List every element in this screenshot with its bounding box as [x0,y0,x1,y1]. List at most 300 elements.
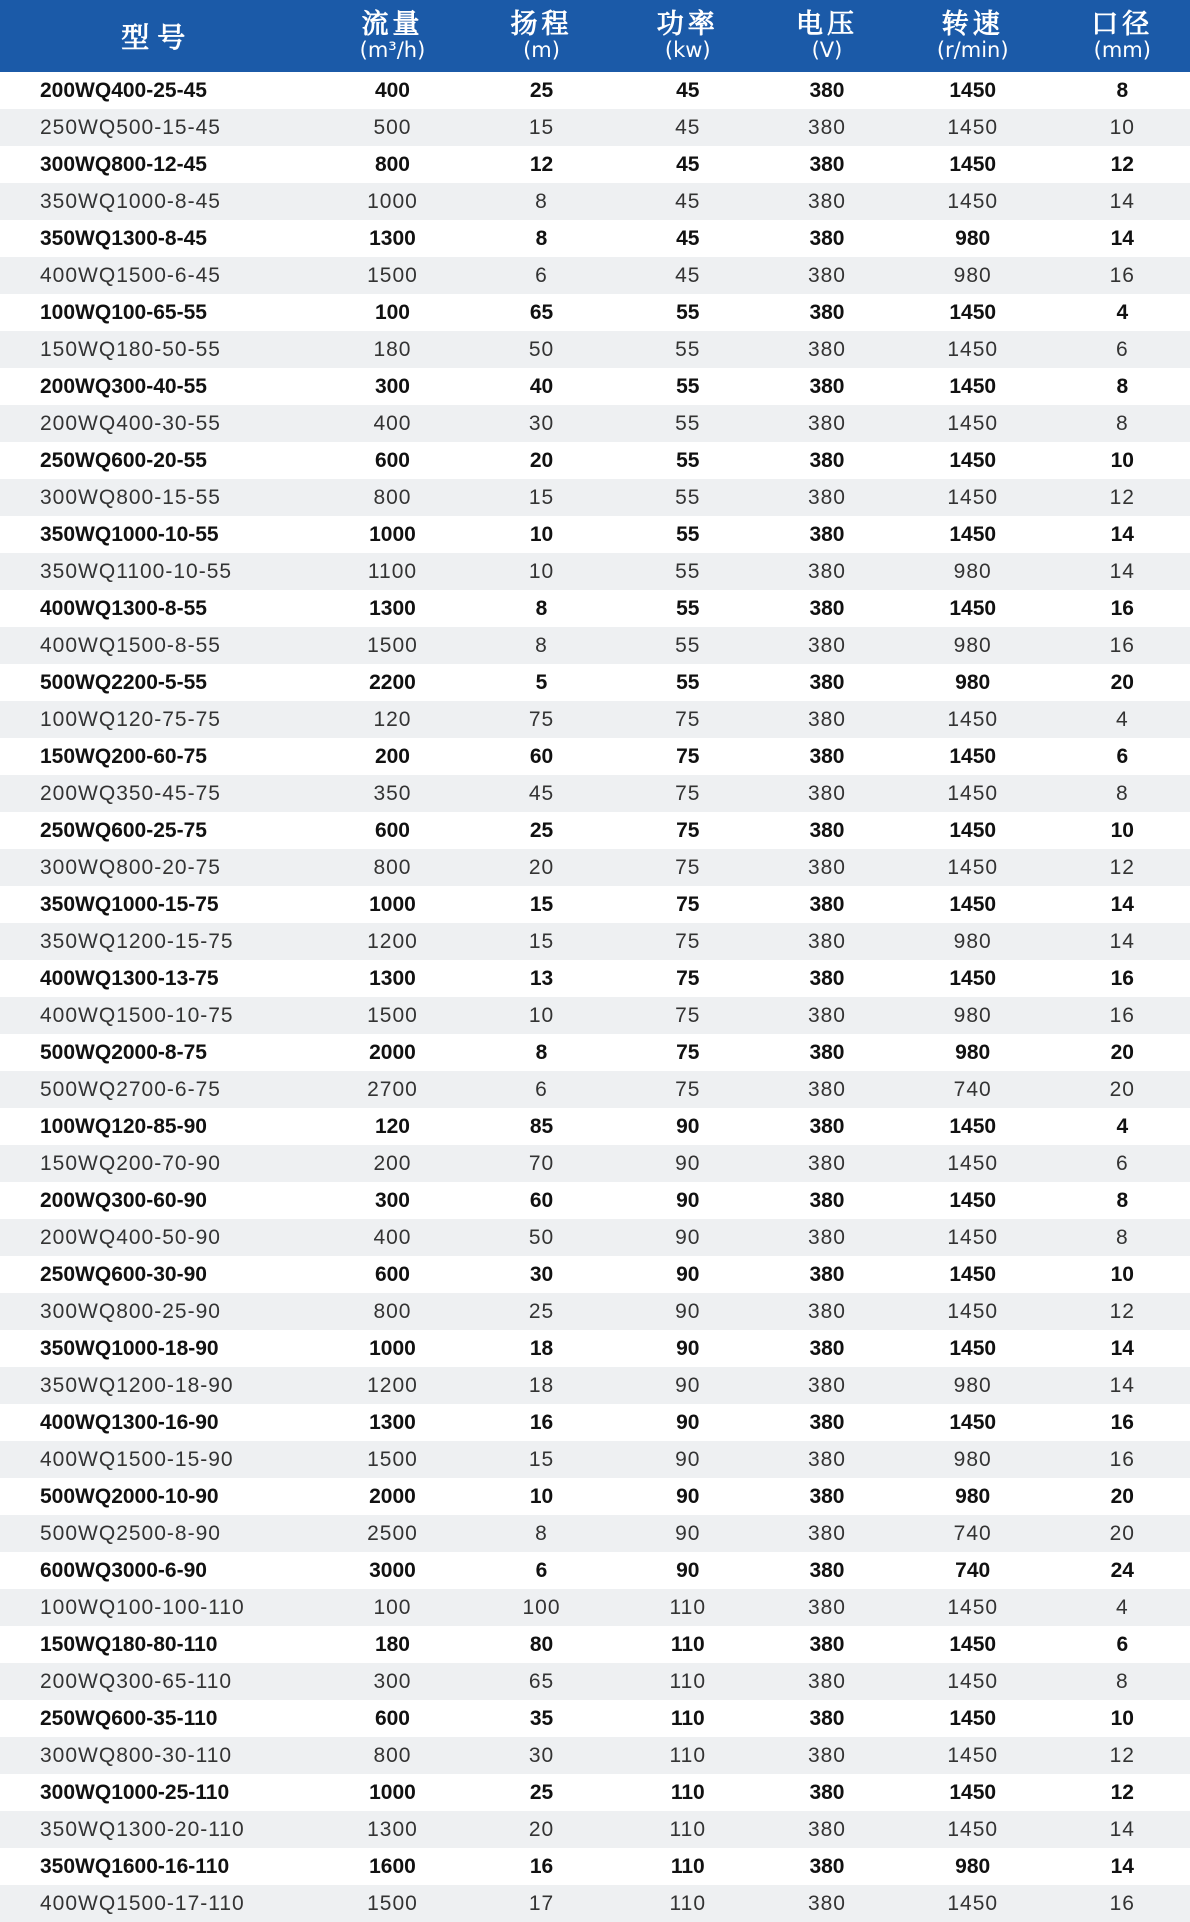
speed-cell: 1450 [891,1145,1055,1182]
speed-cell: 1450 [891,183,1055,220]
table-row [0,1145,1190,1182]
voltage-cell: 380 [763,1293,891,1330]
table-row [0,701,1190,738]
diameter-cell: 10 [1055,109,1190,146]
head-cell: 18 [471,1367,613,1404]
table-row [0,442,1190,479]
voltage-cell: 380 [763,590,891,627]
model-cell: 250WQ600-25-75 [0,812,314,849]
power-cell: 90 [612,1367,763,1404]
power-cell: 90 [612,1441,763,1478]
head-cell: 45 [471,775,613,812]
model-cell: 350WQ1000-8-45 [0,183,314,220]
speed-cell: 1450 [891,1885,1055,1922]
head-cell: 8 [471,220,613,257]
voltage-cell: 380 [763,1367,891,1404]
table-row [0,1256,1190,1293]
diameter-cell: 12 [1055,1774,1190,1811]
flow-cell: 120 [314,1108,470,1145]
flow-cell: 100 [314,294,470,331]
flow-cell: 1000 [314,183,470,220]
power-cell: 75 [612,701,763,738]
flow-cell: 1500 [314,1885,470,1922]
head-cell: 65 [471,1663,613,1700]
model-cell: 250WQ600-30-90 [0,1256,314,1293]
power-cell: 75 [612,812,763,849]
model-cell: 200WQ300-40-55 [0,368,314,405]
voltage-cell: 380 [763,1071,891,1108]
voltage-cell: 380 [763,1219,891,1256]
model-cell: 100WQ100-100-110 [0,1589,314,1626]
voltage-cell: 380 [763,109,891,146]
diameter-cell: 14 [1055,923,1190,960]
power-cell: 45 [612,109,763,146]
voltage-cell: 380 [763,553,891,590]
header-head [471,0,613,72]
speed-cell: 1450 [891,479,1055,516]
model-cell: 400WQ1300-16-90 [0,1404,314,1441]
table-row [0,72,1190,109]
table-row [0,183,1190,220]
table-row [0,479,1190,516]
voltage-cell: 380 [763,1182,891,1219]
model-cell: 500WQ2000-8-75 [0,1034,314,1071]
flow-cell: 300 [314,1663,470,1700]
diameter-cell: 4 [1055,701,1190,738]
flow-cell: 1300 [314,220,470,257]
diameter-cell: 10 [1055,1700,1190,1737]
table-row [0,1774,1190,1811]
power-cell: 55 [612,331,763,368]
flow-cell: 180 [314,331,470,368]
voltage-cell: 380 [763,627,891,664]
power-cell: 75 [612,849,763,886]
flow-cell: 400 [314,1219,470,1256]
voltage-cell: 380 [763,72,891,109]
voltage-cell: 380 [763,1256,891,1293]
flow-cell: 2500 [314,1515,470,1552]
head-cell: 6 [471,257,613,294]
power-cell: 55 [612,516,763,553]
power-cell: 55 [612,627,763,664]
model-cell: 150WQ180-50-55 [0,331,314,368]
voltage-cell: 380 [763,1034,891,1071]
power-cell: 55 [612,294,763,331]
model-cell: 250WQ600-20-55 [0,442,314,479]
table-row [0,812,1190,849]
diameter-cell: 20 [1055,1478,1190,1515]
speed-cell: 1450 [891,960,1055,997]
diameter-cell: 12 [1055,1293,1190,1330]
voltage-cell: 380 [763,331,891,368]
header-model-label: 型号 [121,21,194,54]
power-cell: 75 [612,1034,763,1071]
model-cell: 100WQ120-85-90 [0,1108,314,1145]
diameter-cell: 4 [1055,1108,1190,1145]
model-cell: 500WQ2700-6-75 [0,1071,314,1108]
speed-cell: 1450 [891,1108,1055,1145]
voltage-cell: 380 [763,1589,891,1626]
flow-cell: 3000 [314,1552,470,1589]
flow-cell: 200 [314,1145,470,1182]
head-cell: 8 [471,1034,613,1071]
flow-cell: 600 [314,442,470,479]
speed-cell: 1450 [891,516,1055,553]
voltage-cell: 380 [763,849,891,886]
model-cell: 350WQ1000-15-75 [0,886,314,923]
power-cell: 110 [612,1663,763,1700]
head-cell: 16 [471,1848,613,1885]
flow-cell: 800 [314,146,470,183]
model-cell: 350WQ1100-10-55 [0,553,314,590]
table-row [0,1293,1190,1330]
flow-cell: 2700 [314,1071,470,1108]
model-cell: 400WQ1500-8-55 [0,627,314,664]
voltage-cell: 380 [763,1811,891,1848]
speed-cell: 740 [891,1515,1055,1552]
diameter-cell: 8 [1055,775,1190,812]
voltage-cell: 380 [763,1108,891,1145]
flow-cell: 800 [314,1293,470,1330]
speed-cell: 1450 [891,1737,1055,1774]
speed-cell: 1450 [891,1700,1055,1737]
table-row [0,109,1190,146]
header-head-label: 扬程 [510,9,573,40]
header-row [0,0,1190,72]
head-cell: 12 [471,146,613,183]
voltage-cell: 380 [763,183,891,220]
diameter-cell: 8 [1055,1182,1190,1219]
flow-cell: 200 [314,738,470,775]
header-power-unit: (kw) [664,38,711,62]
diameter-cell: 14 [1055,1811,1190,1848]
table-row [0,331,1190,368]
speed-cell: 1450 [891,72,1055,109]
head-cell: 8 [471,590,613,627]
table-row [0,849,1190,886]
table-row [0,1071,1190,1108]
head-cell: 75 [471,701,613,738]
model-cell: 200WQ400-30-55 [0,405,314,442]
head-cell: 8 [471,627,613,664]
speed-cell: 980 [891,627,1055,664]
power-cell: 55 [612,368,763,405]
table-row [0,220,1190,257]
model-cell: 200WQ300-65-110 [0,1663,314,1700]
power-cell: 55 [612,664,763,701]
diameter-cell: 14 [1055,183,1190,220]
power-cell: 90 [612,1330,763,1367]
speed-cell: 1450 [891,1330,1055,1367]
speed-cell: 1450 [891,590,1055,627]
speed-cell: 1450 [891,1219,1055,1256]
diameter-cell: 6 [1055,738,1190,775]
voltage-cell: 380 [763,812,891,849]
head-cell: 18 [471,1330,613,1367]
head-cell: 35 [471,1700,613,1737]
head-cell: 50 [471,331,613,368]
model-cell: 150WQ200-60-75 [0,738,314,775]
flow-cell: 600 [314,812,470,849]
power-cell: 55 [612,479,763,516]
power-cell: 45 [612,72,763,109]
table-row [0,1848,1190,1885]
voltage-cell: 380 [763,997,891,1034]
model-cell: 400WQ1300-8-55 [0,590,314,627]
model-cell: 200WQ400-25-45 [0,72,314,109]
voltage-cell: 380 [763,1626,891,1663]
flow-cell: 100 [314,1589,470,1626]
diameter-cell: 20 [1055,1034,1190,1071]
head-cell: 6 [471,1552,613,1589]
power-cell: 90 [612,1293,763,1330]
model-cell: 100WQ120-75-75 [0,701,314,738]
head-cell: 5 [471,664,613,701]
speed-cell: 980 [891,664,1055,701]
table-row [0,1589,1190,1626]
power-cell: 90 [612,1256,763,1293]
diameter-cell: 16 [1055,590,1190,627]
model-cell: 400WQ1500-6-45 [0,257,314,294]
table-row [0,1404,1190,1441]
head-cell: 17 [471,1885,613,1922]
table-row [0,1515,1190,1552]
speed-cell: 1450 [891,442,1055,479]
table-row [0,1811,1190,1848]
power-cell: 110 [612,1885,763,1922]
diameter-cell: 8 [1055,368,1190,405]
model-cell: 500WQ2500-8-90 [0,1515,314,1552]
voltage-cell: 380 [763,1552,891,1589]
speed-cell: 1450 [891,1182,1055,1219]
flow-cell: 1500 [314,257,470,294]
table-body [0,72,1190,1922]
speed-cell: 980 [891,1441,1055,1478]
head-cell: 25 [471,1774,613,1811]
flow-cell: 2000 [314,1034,470,1071]
head-cell: 15 [471,886,613,923]
voltage-cell: 380 [763,923,891,960]
voltage-cell: 380 [763,1478,891,1515]
power-cell: 110 [612,1811,763,1848]
speed-cell: 1450 [891,1589,1055,1626]
power-cell: 90 [612,1404,763,1441]
power-cell: 45 [612,146,763,183]
flow-cell: 1300 [314,590,470,627]
header-voltage [763,0,891,72]
model-cell: 400WQ1300-13-75 [0,960,314,997]
head-cell: 15 [471,923,613,960]
speed-cell: 1450 [891,294,1055,331]
flow-cell: 300 [314,1182,470,1219]
speed-cell: 1450 [891,1293,1055,1330]
flow-cell: 1200 [314,923,470,960]
voltage-cell: 380 [763,442,891,479]
header-power [612,0,763,72]
power-cell: 45 [612,257,763,294]
voltage-cell: 380 [763,405,891,442]
speed-cell: 980 [891,923,1055,960]
table-row [0,997,1190,1034]
diameter-cell: 10 [1055,442,1190,479]
voltage-cell: 380 [763,1774,891,1811]
flow-cell: 120 [314,701,470,738]
diameter-cell: 8 [1055,1663,1190,1700]
power-cell: 90 [612,1145,763,1182]
voltage-cell: 380 [763,1663,891,1700]
head-cell: 20 [471,442,613,479]
power-cell: 55 [612,405,763,442]
flow-cell: 2200 [314,664,470,701]
model-cell: 350WQ1000-18-90 [0,1330,314,1367]
table-row [0,1700,1190,1737]
table-row [0,1441,1190,1478]
header-speed [891,0,1055,72]
flow-cell: 400 [314,405,470,442]
model-cell: 350WQ1000-10-55 [0,516,314,553]
power-cell: 110 [612,1848,763,1885]
model-cell: 200WQ350-45-75 [0,775,314,812]
head-cell: 40 [471,368,613,405]
head-cell: 15 [471,109,613,146]
speed-cell: 1450 [891,812,1055,849]
flow-cell: 350 [314,775,470,812]
power-cell: 90 [612,1478,763,1515]
voltage-cell: 380 [763,220,891,257]
diameter-cell: 16 [1055,960,1190,997]
speed-cell: 1450 [891,1774,1055,1811]
header-voltage-unit: (V) [811,38,843,62]
power-cell: 55 [612,590,763,627]
power-cell: 45 [612,220,763,257]
table-row [0,405,1190,442]
head-cell: 70 [471,1145,613,1182]
speed-cell: 1450 [891,701,1055,738]
diameter-cell: 16 [1055,1885,1190,1922]
model-cell: 350WQ1600-16-110 [0,1848,314,1885]
model-cell: 150WQ180-80-110 [0,1626,314,1663]
flow-cell: 1300 [314,1404,470,1441]
model-cell: 200WQ300-60-90 [0,1182,314,1219]
diameter-cell: 10 [1055,812,1190,849]
power-cell: 110 [612,1589,763,1626]
table-row [0,738,1190,775]
flow-cell: 1300 [314,960,470,997]
speed-cell: 1450 [891,738,1055,775]
speed-cell: 1450 [891,1626,1055,1663]
diameter-cell: 6 [1055,1626,1190,1663]
flow-cell: 1500 [314,1441,470,1478]
model-cell: 350WQ1300-20-110 [0,1811,314,1848]
voltage-cell: 380 [763,886,891,923]
diameter-cell: 12 [1055,849,1190,886]
table-row [0,627,1190,664]
power-cell: 110 [612,1737,763,1774]
diameter-cell: 12 [1055,1737,1190,1774]
header-flow [314,0,470,72]
diameter-cell: 16 [1055,1441,1190,1478]
head-cell: 10 [471,516,613,553]
head-cell: 30 [471,1737,613,1774]
flow-cell: 600 [314,1256,470,1293]
model-cell: 300WQ800-20-75 [0,849,314,886]
power-cell: 90 [612,1219,763,1256]
speed-cell: 980 [891,997,1055,1034]
speed-cell: 1450 [891,405,1055,442]
model-cell: 400WQ1500-17-110 [0,1885,314,1922]
table-row [0,516,1190,553]
speed-cell: 1450 [891,331,1055,368]
flow-cell: 1200 [314,1367,470,1404]
table-row [0,960,1190,997]
speed-cell: 1450 [891,775,1055,812]
header-diameter-unit: (mm) [1093,38,1151,62]
table-row [0,146,1190,183]
speed-cell: 980 [891,1848,1055,1885]
power-cell: 110 [612,1700,763,1737]
voltage-cell: 380 [763,1700,891,1737]
voltage-cell: 380 [763,701,891,738]
header-voltage-label: 电压 [795,9,858,40]
head-cell: 16 [471,1404,613,1441]
header-power-label: 功率 [656,9,719,40]
speed-cell: 1450 [891,1811,1055,1848]
diameter-cell: 4 [1055,1589,1190,1626]
head-cell: 60 [471,1182,613,1219]
diameter-cell: 14 [1055,1330,1190,1367]
head-cell: 100 [471,1589,613,1626]
head-cell: 65 [471,294,613,331]
head-cell: 15 [471,479,613,516]
power-cell: 90 [612,1515,763,1552]
diameter-cell: 14 [1055,220,1190,257]
model-cell: 400WQ1500-15-90 [0,1441,314,1478]
power-cell: 75 [612,886,763,923]
voltage-cell: 380 [763,257,891,294]
model-cell: 400WQ1500-10-75 [0,997,314,1034]
head-cell: 6 [471,1071,613,1108]
flow-cell: 800 [314,849,470,886]
header-head-unit: (m) [523,38,560,62]
model-cell: 250WQ600-35-110 [0,1700,314,1737]
head-cell: 30 [471,1256,613,1293]
diameter-cell: 8 [1055,405,1190,442]
power-cell: 45 [612,183,763,220]
head-cell: 15 [471,1441,613,1478]
head-cell: 8 [471,1515,613,1552]
power-cell: 90 [612,1182,763,1219]
table-row [0,1663,1190,1700]
power-cell: 55 [612,442,763,479]
speed-cell: 980 [891,1367,1055,1404]
voltage-cell: 380 [763,1441,891,1478]
head-cell: 20 [471,1811,613,1848]
diameter-cell: 14 [1055,1367,1190,1404]
flow-cell: 300 [314,368,470,405]
header-model [0,0,314,72]
model-cell: 200WQ400-50-90 [0,1219,314,1256]
power-cell: 75 [612,997,763,1034]
header-flow-unit: (m³/h) [359,38,426,62]
power-cell: 75 [612,923,763,960]
table-row [0,664,1190,701]
power-cell: 75 [612,775,763,812]
voltage-cell: 380 [763,1515,891,1552]
model-cell: 300WQ800-12-45 [0,146,314,183]
speed-cell: 1450 [891,1256,1055,1293]
voltage-cell: 380 [763,664,891,701]
diameter-cell: 20 [1055,1515,1190,1552]
